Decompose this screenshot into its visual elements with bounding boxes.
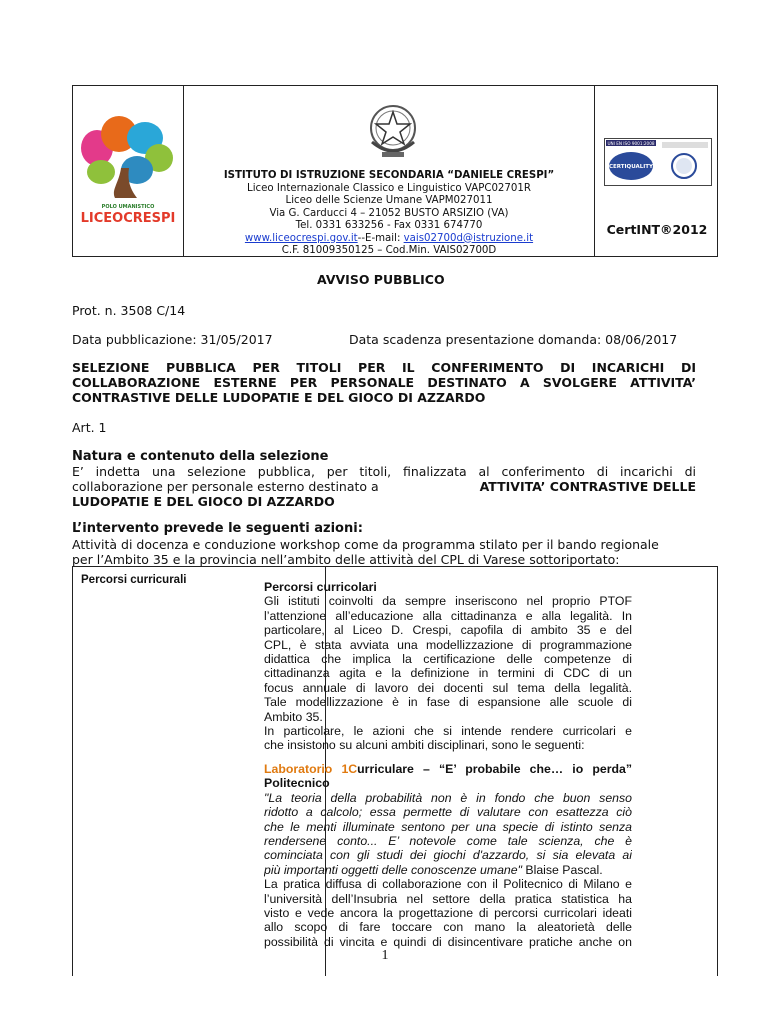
natura-heading: Natura e contenuto della selezione (72, 449, 329, 464)
avviso-heading: AVVISO PUBBLICO (317, 272, 445, 287)
p2-line-4: allo scopo di fare toccare con mano la aleatorietà delle (264, 920, 632, 935)
institute-line-2: Liceo delle Scienze Umane VAPM027011 (285, 195, 493, 206)
p1-line-7: focus annuale di lavoro dei docenti sul tema della legalità. (264, 680, 632, 695)
p1-line-10: In particolare, le azioni che si intende rendere curricolari e (264, 723, 632, 738)
liceocrespi-logo (77, 98, 179, 248)
quote-line-5: cominciata con gli studi dei giochi d'azzardo, si sia elevata ai (264, 848, 632, 863)
logo-text: LICEOCRESPI (80, 211, 176, 226)
p1-line-3: particolare, al Liceo D. Crespi, capofila di ambito 35 e del (264, 623, 632, 638)
p1-line-6: cittadinanza agita e la definizione in termini di CDC di un (264, 666, 632, 681)
deadline-date: Data scadenza presentazione domanda: 08/06/2017 (349, 332, 678, 347)
title-line-2: COLLABORAZIONE ESTERNE PER PERSONALE DESTINATO A SVOLGERE ATTIVITA’ (72, 375, 696, 390)
cert-top-label: UNI EN ISO 9001:2008 (607, 141, 655, 146)
logo-subtext: POLO UMANISTICO (101, 204, 155, 210)
institute-line-6: C.F. 81009350125 – Cod.Min. VAIS02700D (281, 245, 497, 256)
email-link[interactable]: vais02700d@istruzione.it (403, 232, 534, 244)
p2-line-1: La pratica diffusa di collaborazione con il Politecnico di Milano e (264, 877, 632, 892)
prot-number: Prot. n. 3508 C/14 (72, 303, 186, 318)
quote-line-4: rendersene conto... E’ notevole come tale scienza, che è (264, 833, 632, 848)
p1-line-2: l’attenzione all’educazione alla cittadinanza e alla legalità. In (264, 608, 632, 623)
p1-line-9: Ambito 35. (264, 709, 323, 724)
title-line-3: CONTRASTIVE DELLE LUDOPATIE E DEL GIOCO DI AZZARDO (72, 390, 486, 405)
natura-line-1: E’ indetta una selezione pubblica, per titoli, finalizzata al conferimento di incarichi di (72, 464, 696, 479)
certiquality-badge (604, 138, 712, 186)
quote-line-6 (264, 863, 632, 877)
p1-line-5: didattica che implica la certificazione delle competenze di (264, 651, 632, 666)
natura-paragraph (72, 464, 696, 509)
lab-title-line-2: Politecnico (264, 776, 330, 791)
certint-label: CertINT®2012 (606, 222, 708, 237)
p1-line-1: Gli istituti coinvolti da sempre inseriscono nel proprio PTOF (264, 594, 632, 609)
cert-badge-label: CERTIQUALITY (608, 164, 654, 170)
quote-line-1: "La teoria della probabilità non è in fondo che buon senso (264, 790, 632, 805)
table-right-cell (264, 580, 632, 753)
institute-info (184, 170, 594, 258)
intervento-line-1: Attività di docenza e conduzione workshop come da programma stilato per il bando regionale (72, 537, 659, 552)
italian-republic-emblem-icon (360, 98, 426, 164)
institute-name: ISTITUTO DI ISTRUZIONE SECONDARIA “DANIELE CRESPI” (223, 170, 555, 181)
quote-last: più importanti oggetti delle conoscenze umane" (264, 862, 522, 877)
publication-date: Data pubblicazione: 31/05/2017 (72, 332, 273, 347)
title-line-1: SELEZIONE PUBBLICA PER TITOLI PER IL CONFERIMENTO DI INCARICHI DI (72, 360, 696, 375)
lab-title-rest: urriculare – “E’ probabile che… io perda” (357, 762, 632, 776)
p1-line-4: CPL, è stata avviata una modellizzazione di programmazione (264, 637, 632, 652)
institute-line-3: Via G. Carducci 4 – 21052 BUSTO ARSIZIO (VA) (269, 207, 509, 219)
institute-line-1: Liceo Internazionale Classico e Linguistico VAPC02701R (247, 182, 531, 194)
quote-line-2: ridotto a calcolo; essa permette di valutare con esattezza ciò (264, 805, 632, 820)
natura-line-3: LUDOPATIE E DEL GIOCO DI AZZARDO (72, 494, 335, 509)
institute-contacts (184, 233, 594, 246)
institute-line-4: Tel. 0331 633256 - Fax 0331 674770 (295, 220, 483, 231)
article-number: Art. 1 (72, 420, 107, 435)
intervento-paragraph (72, 537, 696, 567)
natura-line-2-text: collaborazione per personale esterno destinato a (72, 479, 379, 494)
quote-line-3: che le menti illuminate sentono per una specie di istinto senza (264, 819, 632, 834)
lab-title-orange: Laboratorio 1C (264, 762, 358, 776)
email-separator: --E-mail: (357, 232, 404, 244)
natura-line-2 (72, 479, 696, 494)
laboratorio-block (264, 762, 632, 949)
intervento-heading: L’intervento prevede le seguenti azioni: (72, 521, 363, 536)
lab-title-line (264, 762, 632, 776)
intervento-line-2: per l’Ambito 35 e la provincia nell’ambito delle attività del CPL di Varese sottoriportato: (72, 552, 620, 567)
p2-line-5: possibilità di vincita e quindi di disincentivare pratiche anche on (264, 934, 632, 949)
quote-author: Blaise Pascal. (521, 862, 603, 877)
selection-title (72, 360, 696, 405)
right-cell-heading: Percorsi curricolari (264, 580, 377, 594)
p1-line-8: Tale modellizzazione è in fase di espansione alle scuole di (264, 695, 632, 710)
website-link[interactable]: www.liceocrespi.gov.it (244, 232, 358, 244)
p1-line-11: che insistono su alcuni ambiti disciplinari, sono le seguenti: (264, 738, 585, 753)
natura-line-2-bold: ATTIVITA’ CONTRASTIVE DELLE (479, 479, 696, 494)
page-number: 1 (381, 948, 389, 963)
letterhead-box (72, 85, 718, 257)
p2-line-3: visto e vede ancora la progettazione di percorsi curricolari ideati (264, 905, 632, 920)
p2-line-2: l’università dell’Insubria nel settore della pratica statistica ha (264, 891, 632, 906)
table-left-label: Percorsi curricurali (81, 574, 187, 586)
